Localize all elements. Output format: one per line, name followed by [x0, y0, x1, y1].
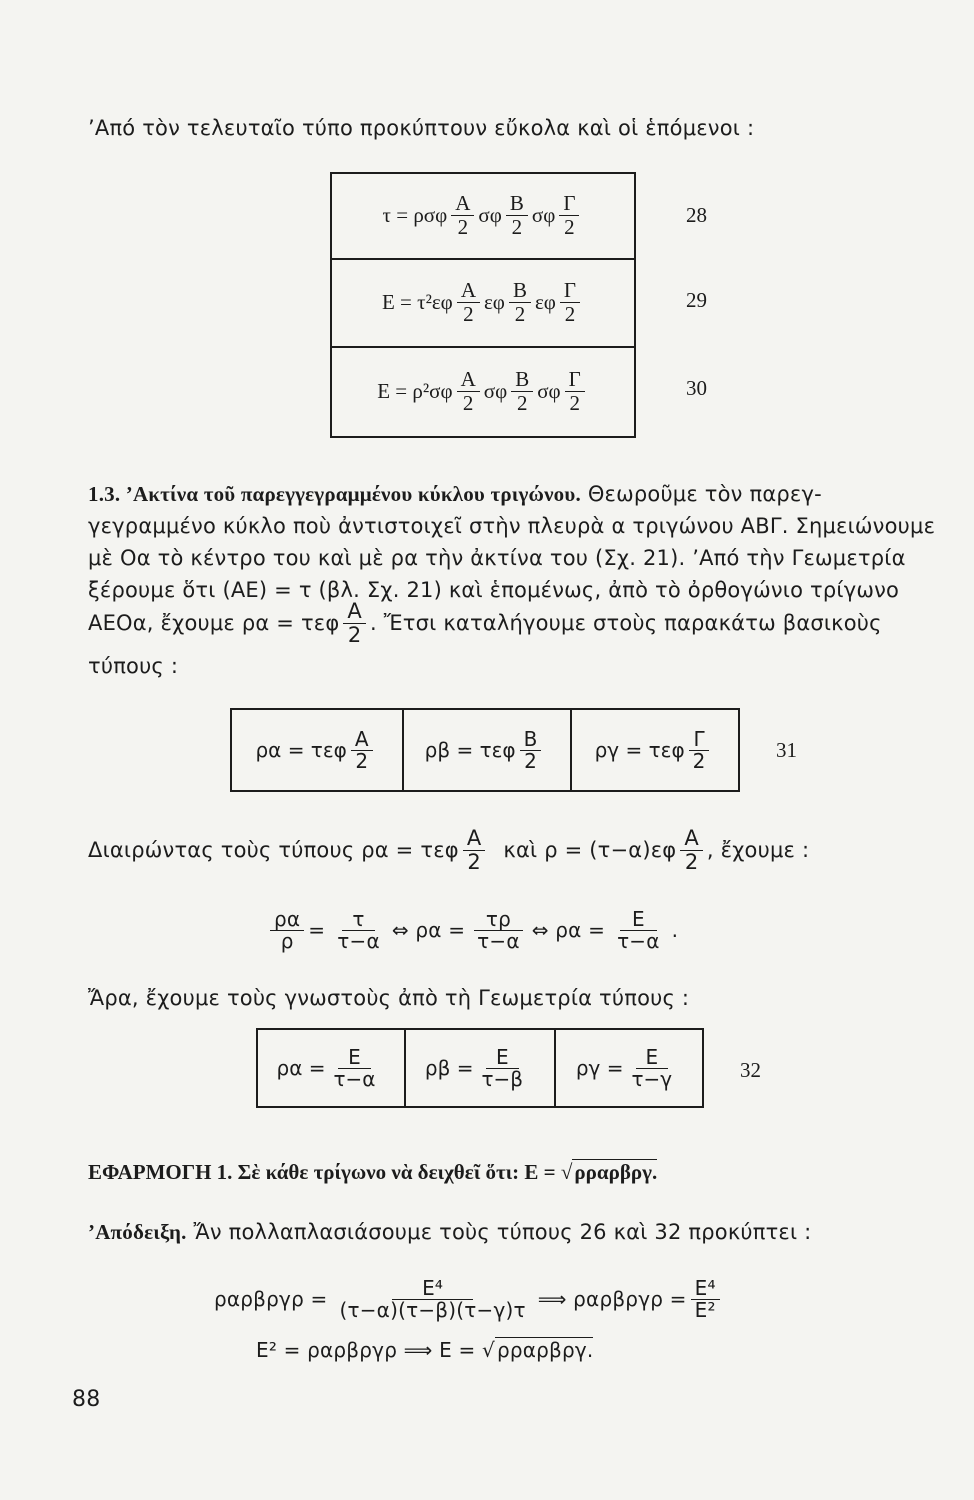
paragraph-line-3: μὲ Οα τὸ κέντρο του καὶ μὲ ρα τὴν ἀκτίνα του (Σχ. 21). ’Από τὴν Γεωμετρία: [88, 546, 906, 570]
proof-line: ’Απόδειξη. Ἄν πολλαπλασιάσουμε τοὺς τύπους 26 καὶ 32 προκύπτει :: [88, 1220, 812, 1244]
formula-32-c: ργ = $\frac{E}{\tau-\gamma}$: [575, 1044, 673, 1091]
formula-32-b: ρβ = $\frac{E}{\tau-\beta}$: [424, 1044, 524, 1091]
intro-line: ’Από τὸν τελευταῖο τύπο προκύπτουν εὔκολα καὶ οἱ ἑπόμενοι :: [88, 116, 755, 140]
formula-32-a: ρα = $\frac{E}{\tau-\alpha}$: [276, 1044, 376, 1091]
paragraph-line-6: τύπους :: [88, 654, 179, 678]
dividing-line: Διαιρώντας τοὺς τύπους ρα = τεφ $\frac{A}{2}$ καὶ ρ = (τ−α)εφ $\frac{A}{2}$ , ἔχουμε :: [88, 826, 810, 874]
formula-29: Ε = τ²εφ $\frac{A}{2}$ εφ $\frac{B}{2}$ εφ $\frac{\Gamma}{2}$: [330, 258, 636, 346]
formula-30: Ε = ρ²σφ $\frac{A}{2}$ σφ $\frac{B}{2}$ σφ $\frac{\Gamma}{2}$: [330, 346, 636, 436]
equation-number-30: 30: [686, 376, 707, 400]
formula-box-31-cells: [230, 708, 740, 792]
paragraph-line-2: γεγραμμένο κύκλο ποὺ ἀντιστοιχεῖ στὴν πλευρὰ α τριγώνου ΑΒΓ. Σημειώνουμε: [88, 514, 936, 538]
formula-31-c: ργ = τεφ $\frac{\Gamma}{2}$: [568, 708, 740, 792]
formula-31-a: ρα = τεφ $\frac{A}{2}$: [230, 708, 402, 792]
section-first-line: 1.3. ’Ακτίνα τοῦ παρεγγεγραμμένου κύκλου τριγώνου. Θεωροῦμε τὸν παρεγ-: [88, 482, 822, 506]
equation-number-28: 28: [686, 203, 707, 227]
ara-line: Ἄρα, ἔχουμε τοὺς γνωστοὺς ἀπὸ τὴ Γεωμετρία τύπους :: [88, 986, 690, 1010]
formula-31-b: ρβ = τεφ $\frac{B}{2}$: [400, 708, 570, 792]
equation-number-29: 29: [686, 288, 707, 312]
application-title: ΕΦΑΡΜΟΓΗ 1. Σὲ κάθε τρίγωνο νὰ δειχθεῖ ὅτι: Ε = √ρραρβργ.: [88, 1160, 658, 1184]
section-heading: 1.3. ’Ακτίνα τοῦ παρεγγεγραμμένου κύκλου τριγώνου.: [88, 482, 581, 506]
ratio-equation: $\frac{\rho\alpha}{\rho}$ = $\frac{\tau}{\tau-\alpha}$ ⇔ ρα = $\frac{\tau\rho}{\tau-\alpha}$ ⇔ ρα = $\frac{E}{\tau-\alpha}$ .: [266, 900, 678, 960]
paragraph-line-5: ΑΕΟα, ἔχουμε ρα = τεφ $\frac{A}{2}$ . Ἔτσι καταλήγουμε στοὺς παρακάτω βασικοὺς: [88, 599, 882, 647]
proof-equation-2: Ε² = ραρβργρ ⟹ Ε = √ ρραρβργ.: [256, 1338, 594, 1362]
paragraph-line-4: ξέρουμε ὅτι (ΑΕ) = τ (βλ. Σχ. 21) καὶ ἑπομένως, ἀπὸ τὸ ὀρθογώνιο τρίγωνο: [88, 578, 900, 602]
equation-number-32: 32: [740, 1058, 761, 1082]
proof-equation-1: ραρβργρ = $\frac{\text{Ε⁴}}{(\tau-\alpha)(\tau-\beta)(\tau-\gamma)\tau}$ ⟹ ραρβργρ = $\frac{\text{Ε⁴}}{\text{Ε²}}$: [214, 1266, 724, 1332]
equation-number-31: 31: [776, 738, 797, 762]
proof-label: ’Απόδειξη.: [88, 1220, 187, 1244]
formula-28: τ = ρσφ $\frac{A}{2}$ σφ $\frac{B}{2}$ σφ $\frac{\Gamma}{2}$: [330, 172, 636, 258]
formula-box-rows: [330, 172, 636, 438]
formula-box-32-cells: [256, 1028, 704, 1108]
page-number: 88: [72, 1387, 101, 1412]
